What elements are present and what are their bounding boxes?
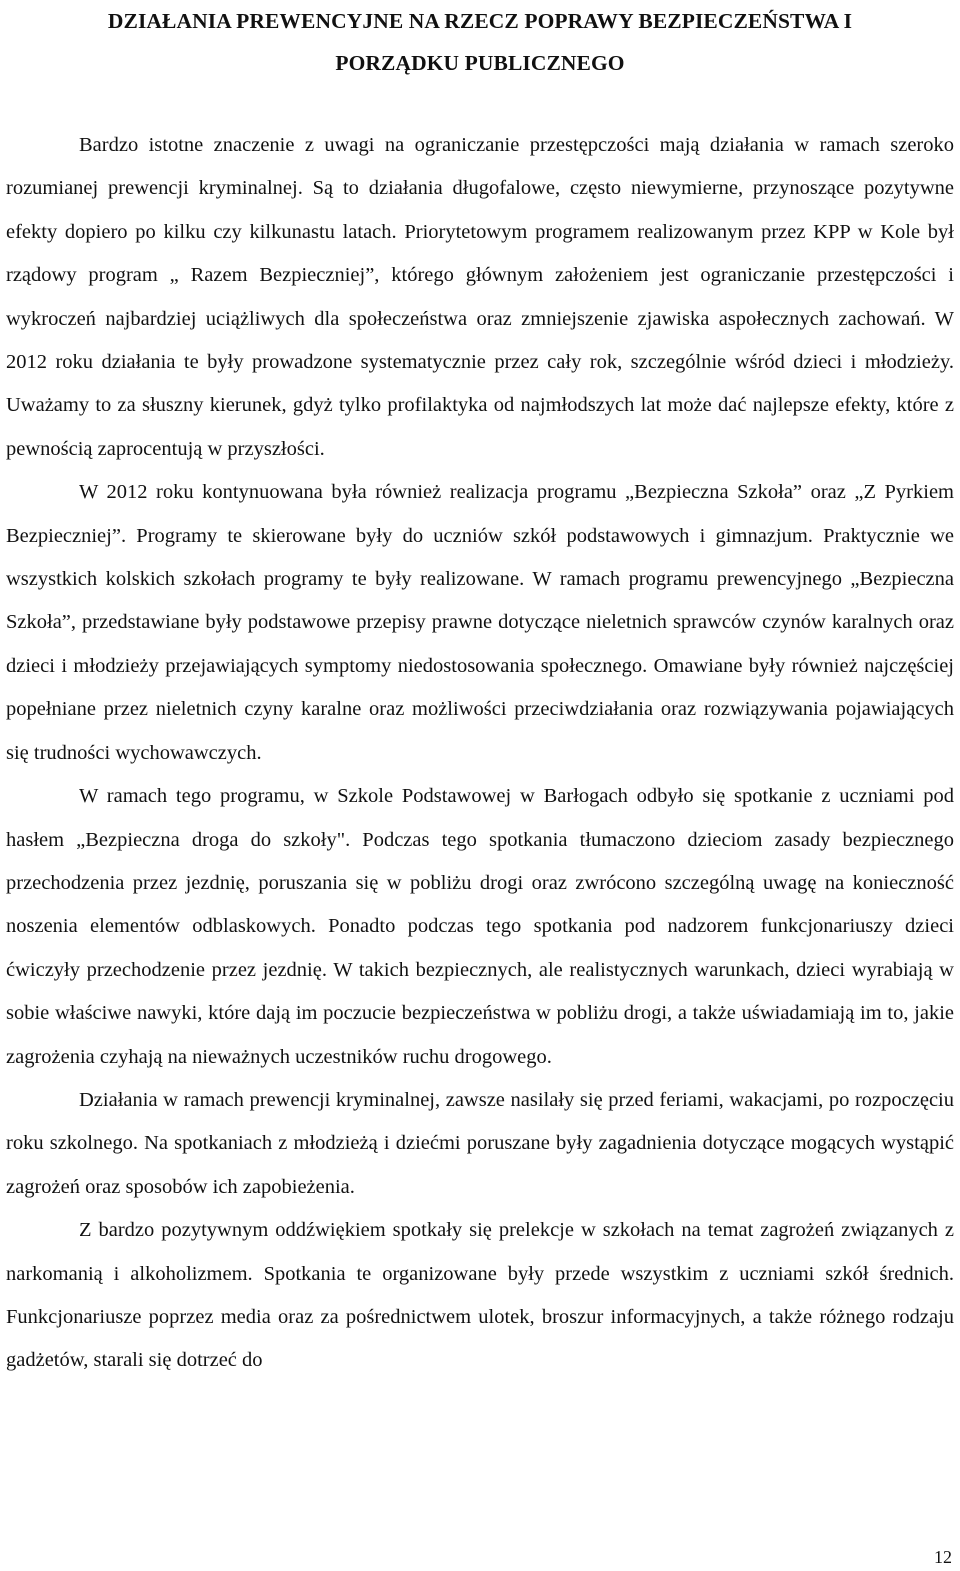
paragraph: Działania w ramach prewencji kryminalnej, zawsze nasilały się przed feriami, wakacjami, po rozpoczęciu roku szkolnego. Na spotkaniach z młodzieżą i dziećmi poruszane były zagadnienia dotyczące mogących wystąpić zagrożeń oraz sposobów ich zapobieżenia. [6, 1088, 954, 1198]
document-title [6, 0, 954, 84]
document-page [6, 0, 954, 1372]
page-number: 12 [934, 1547, 952, 1567]
paragraph: W ramach tego programu, w Szkole Podstawowej w Barłogach odbyło się spotkanie z uczniami pod hasłem „Bezpieczna droga do szkoły". Podczas tego spotkania tłumaczono dzieciom zasady bezpiecznego przechodzenia przez jezdnię, poruszania się w pobliżu drogi oraz zwrócono szczególną uwagę na konieczność noszenia elementów odblaskowych. Ponadto podczas tego spotkania pod nadzorem funkcjonariuszy dzieci ćwiczyły przechodzenie przez jezdnię. W takich bezpiecznych, ale realistycznych warunkach, dzieci wyrabiają w sobie właściwe nawyki, które dają im poczucie bezpieczeństwa w pobliżu drogi, a także uświadamiają im to, jakie zagrożenia czyhają na nieważnych uczestników ruchu drogowego. [6, 785, 954, 1068]
paragraph: W 2012 roku kontynuowana była również realizacja programu „Bezpieczna Szkoła” oraz „Z Pyrkiem Bezpieczniej”. Programy te skierowane były do uczniów szkół podstawowych i gimnazjum. Praktycznie we wszystkich kolskich szkołach programy te były realizowane. W ramach programu prewencyjnego „Bezpieczna Szkoła”, przedstawiane były podstawowe przepisy prawne dotyczące nieletnich sprawców czynów karalnych oraz dzieci i młodzieży przejawiających symptomy niedostosowania społecznego. Omawiane były również najczęściej popełniane przez nieletnich czyny karalne oraz możliwości przeciwdziałania oraz rozwiązywania pojawiających się trudności wychowawczych. [6, 481, 954, 764]
title-line-2: PORZĄDKU PUBLICZNEGO [335, 51, 625, 75]
paragraph: Bardzo istotne znaczenie z uwagi na ograniczanie przestępczości mają działania w ramach szeroko rozumianej prewencji kryminalnej. Są to działania długofalowe, często niewymierne, przynoszące pozytywne efekty dopiero po kilku czy kilkunastu latach. Priorytetowym programem realizowanym przez KPP w Kole był rządowy program „ Razem Bezpieczniej”, którego głównym założeniem jest ograniczanie przestępczości i wykroczeń najbardziej uciążliwych dla społeczeństwa oraz zmniejszenie zjawiska aspołecznych zachowań. W 2012 roku działania te były prowadzone systematycznie przez cały rok, szczególnie wśród dzieci i młodzieży. Uważamy to za słuszny kierunek, gdyż tylko profilaktyka od najmłodszych lat może dać najlepsze efekty, które z pewnością zaprocentują w przyszłości. [6, 134, 954, 460]
title-line-1: DZIAŁANIA PREWENCYJNE NA RZECZ POPRAWY BEZPIECZEŃSTWA I [107, 9, 853, 33]
paragraph: Z bardzo pozytywnym oddźwiękiem spotkały się prelekcje w szkołach na temat zagrożeń związanych z narkomanią i alkoholizmem. Spotkania te organizowane były przede wszystkim z uczniami szkół średnich. Funkcjonariusze poprzez media oraz za pośrednictwem ulotek, broszur informacyjnych, a także różnego rodzaju gadżetów, starali się dotrzeć do [6, 1219, 954, 1372]
document-body [6, 124, 954, 1383]
